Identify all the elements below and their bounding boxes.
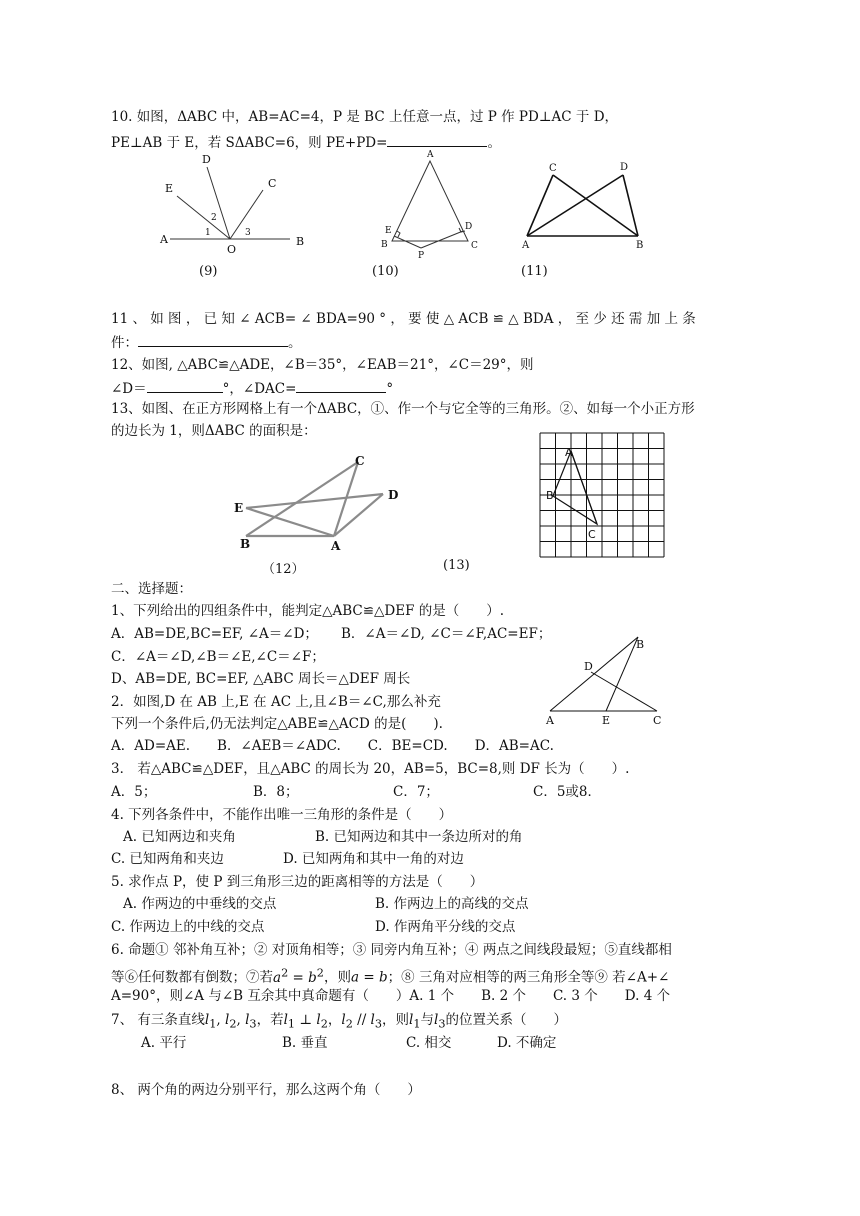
q5-option-a: A. 作两边的中垂线的交点	[123, 896, 277, 912]
label-C: C	[355, 454, 365, 468]
q13-line1: 13、如图、在正方形网格上有一个ΔABC，①、作一个与它全等的三角形。②、如每一个小正方形	[111, 401, 695, 417]
q11-label: 件：	[111, 335, 138, 351]
q6-line2	[111, 964, 669, 987]
q3-option-b: B．8；	[253, 784, 299, 800]
formula-conditions: $l_1$ ⊥ $l_2$，$l_2 // l_3$	[283, 1012, 383, 1031]
q4-stem: 4. 下列各条件中，不能作出唯一三角形的条件是（ ）	[111, 807, 453, 823]
q3-option-d: C．5或8．	[533, 784, 602, 800]
label-P: P	[418, 251, 425, 261]
figure-q2	[540, 632, 680, 727]
label-B: B	[296, 235, 305, 248]
q1-option-d: D、AB=DE, BC=EF, △ABC 周长＝△DEF 周长	[111, 671, 411, 687]
caption-9: (9)	[199, 264, 218, 279]
answer-blank[interactable]	[138, 332, 288, 347]
label-A: A	[522, 240, 530, 251]
q5-option-b: B. 作两边上的高线的交点	[375, 896, 529, 912]
label-E: E	[165, 182, 174, 195]
q2-options: A．AD=AE. B．∠AEB＝∠ADC. C．BE=CD. D．AB=AC.	[111, 738, 554, 754]
q13-line2: 的边长为 1，则ΔABC 的面积是：	[111, 423, 317, 439]
q3-option-a: A．5；	[111, 784, 157, 800]
label-C: C	[588, 528, 596, 541]
q5-option-c: C. 作两边上的中线的交点	[111, 919, 265, 935]
q7-option-b: B. 垂直	[282, 1035, 328, 1051]
q7-option-a: A. 平行	[141, 1035, 187, 1051]
label-C: C	[549, 163, 557, 174]
formula-lines: $l_1$, $l_2$, $l_3$	[204, 1012, 257, 1031]
label-D: D	[584, 660, 593, 673]
q7-stem	[111, 1011, 567, 1034]
label-B: B	[381, 240, 388, 250]
label-B: B	[636, 240, 644, 251]
q2-stem-2: 下列一个条件后,仍无法判定△ABE≌△ACD 的是( ).	[111, 716, 443, 732]
figure-12	[226, 450, 416, 560]
q1-stem: 1、下列给出的四组条件中，能判定△ABC≌△DEF 的是（ ）.	[111, 603, 505, 619]
label-C: C	[268, 177, 277, 190]
q7-text-b: ，若	[256, 1012, 284, 1028]
q6-line1: 6. 命题① 邻补角互补；② 对顶角相等；③ 同旁内角互补；④ 两点之间线段最短；⑤直线都相	[111, 942, 672, 958]
q4-option-b: B. 已知两边和其中一条边所对的角	[315, 829, 523, 845]
q12-degree: °	[386, 381, 394, 397]
q6-text-c: ；⑧ 三角对应相等的两三角形全等⑨ 若∠A+∠	[387, 969, 670, 986]
label-B: B	[240, 537, 251, 551]
answer-blank-d[interactable]	[147, 378, 223, 393]
angle-2: 2	[211, 213, 217, 223]
q10-end: 。	[487, 135, 501, 151]
label-B: B	[546, 489, 554, 502]
q1-option-c: C．∠A＝∠D,∠B＝∠E,∠C＝∠F；	[111, 649, 325, 665]
q4-option-a: A. 已知两边和夹角	[123, 829, 236, 845]
answer-blank-dac[interactable]	[296, 378, 386, 393]
label-E: E	[385, 226, 392, 236]
label-D: D	[202, 153, 211, 166]
q7-text-d: 与	[420, 1012, 435, 1028]
q7-option-d: D. 不确定	[497, 1035, 557, 1051]
q7-text-a: 7、 有三条直线	[111, 1012, 205, 1028]
q6-text-b: ，则	[323, 969, 351, 986]
label-B: B	[636, 638, 645, 651]
label-C: C	[471, 241, 478, 251]
label-A: A	[546, 714, 554, 727]
figure-10	[370, 145, 490, 265]
q11-line2	[111, 332, 302, 352]
formula-l1: $l_1$	[409, 1012, 421, 1031]
label-A: A	[160, 233, 168, 246]
q6-line3: A=90°，则∠A 与∠B 互余其中真命题有（ ）A. 1 个 B. 2 个 C. 3 个 D. 4 个	[111, 988, 671, 1004]
caption-12: （12）	[262, 562, 305, 577]
q4-option-d: D. 已知两角和其中一角的对边	[283, 851, 464, 867]
q11-end: 。	[288, 335, 302, 351]
q5-option-d: D. 作两角平分线的交点	[375, 919, 516, 935]
label-E: E	[234, 501, 244, 515]
q4-option-c: C. 已知两角和夹边	[111, 851, 224, 867]
q2-stem-1: 2．如图,D 在 AB 上,E 在 AC 上,且∠B＝∠C,那么补充	[111, 694, 441, 710]
label-A: A	[427, 150, 434, 160]
q5-stem: 5. 求作点 P，使 P 到三角形三边的距离相等的方法是（ ）	[111, 874, 484, 890]
figure-13	[535, 428, 665, 568]
formula-a2-b2: $a^2 = b^2$	[273, 966, 324, 986]
q7-option-c: C. 相交	[406, 1035, 452, 1051]
label-E: E	[602, 714, 611, 727]
q12-angle-dac: °，∠DAC=	[222, 381, 297, 397]
caption-13: (13)	[443, 558, 470, 573]
q11-line1: 11 、 如 图 ， 已 知 ∠ ACB= ∠ BDA=90 ° ， 要 使 △ ACB ≌ △ BDA ， 至 少 还 需 加 上 条	[111, 311, 696, 327]
formula-a-b: a = b	[350, 969, 388, 986]
q10-line2-text: PE⊥AB 于 E，若 SΔABC=6，则 PE+PD=	[111, 135, 388, 151]
q12-angle-d: ∠D＝	[111, 381, 147, 397]
q12-line2	[111, 378, 393, 398]
angle-3: 3	[245, 228, 251, 238]
q3-stem: 3． 若△ABC≌△DEF，且△ABC 的周长为 20，AB=5，BC=8,则 DF 长为（ ）.	[111, 761, 630, 777]
section-title: 二、选择题：	[111, 581, 192, 597]
label-O: O	[227, 243, 237, 256]
q3-option-c: C．7；	[393, 784, 439, 800]
formula-l3: $l_3$	[434, 1012, 446, 1031]
figure-9	[150, 150, 320, 260]
q6-text-a: 等⑥任何数都有倒数；⑦若	[111, 969, 273, 986]
q10-line1: 10. 如图，ΔABC 中，AB=AC=4，P 是 BC 上任意一点，过 P 作 PD⊥AC 于 D，	[111, 109, 619, 125]
angle-1: 1	[205, 228, 211, 238]
label-D: D	[465, 222, 473, 232]
figure-11	[514, 155, 654, 255]
label-A: A	[565, 446, 573, 459]
q7-text-e: 的位置关系（ ）	[445, 1012, 568, 1028]
label-C: C	[653, 714, 662, 727]
label-A: A	[331, 539, 341, 553]
q1-option-a: A．AB=DE,BC=EF, ∠A＝∠D；	[111, 626, 318, 642]
label-D: D	[388, 488, 399, 502]
q8-stem: 8、 两个角的两边分别平行，那么这两个角（ ）	[111, 1082, 421, 1098]
caption-10: (10)	[372, 264, 399, 279]
label-D: D	[620, 162, 629, 173]
q1-option-b: B．∠A＝∠D, ∠C＝∠F,AC=EF；	[341, 626, 552, 642]
caption-11: (11)	[521, 264, 548, 279]
q7-text-c: ，则	[382, 1012, 410, 1028]
q12-line1: 12、如图, △ABC≌△ADE，∠B＝35°，∠EAB＝21°，∠C＝29°，则	[111, 357, 534, 373]
